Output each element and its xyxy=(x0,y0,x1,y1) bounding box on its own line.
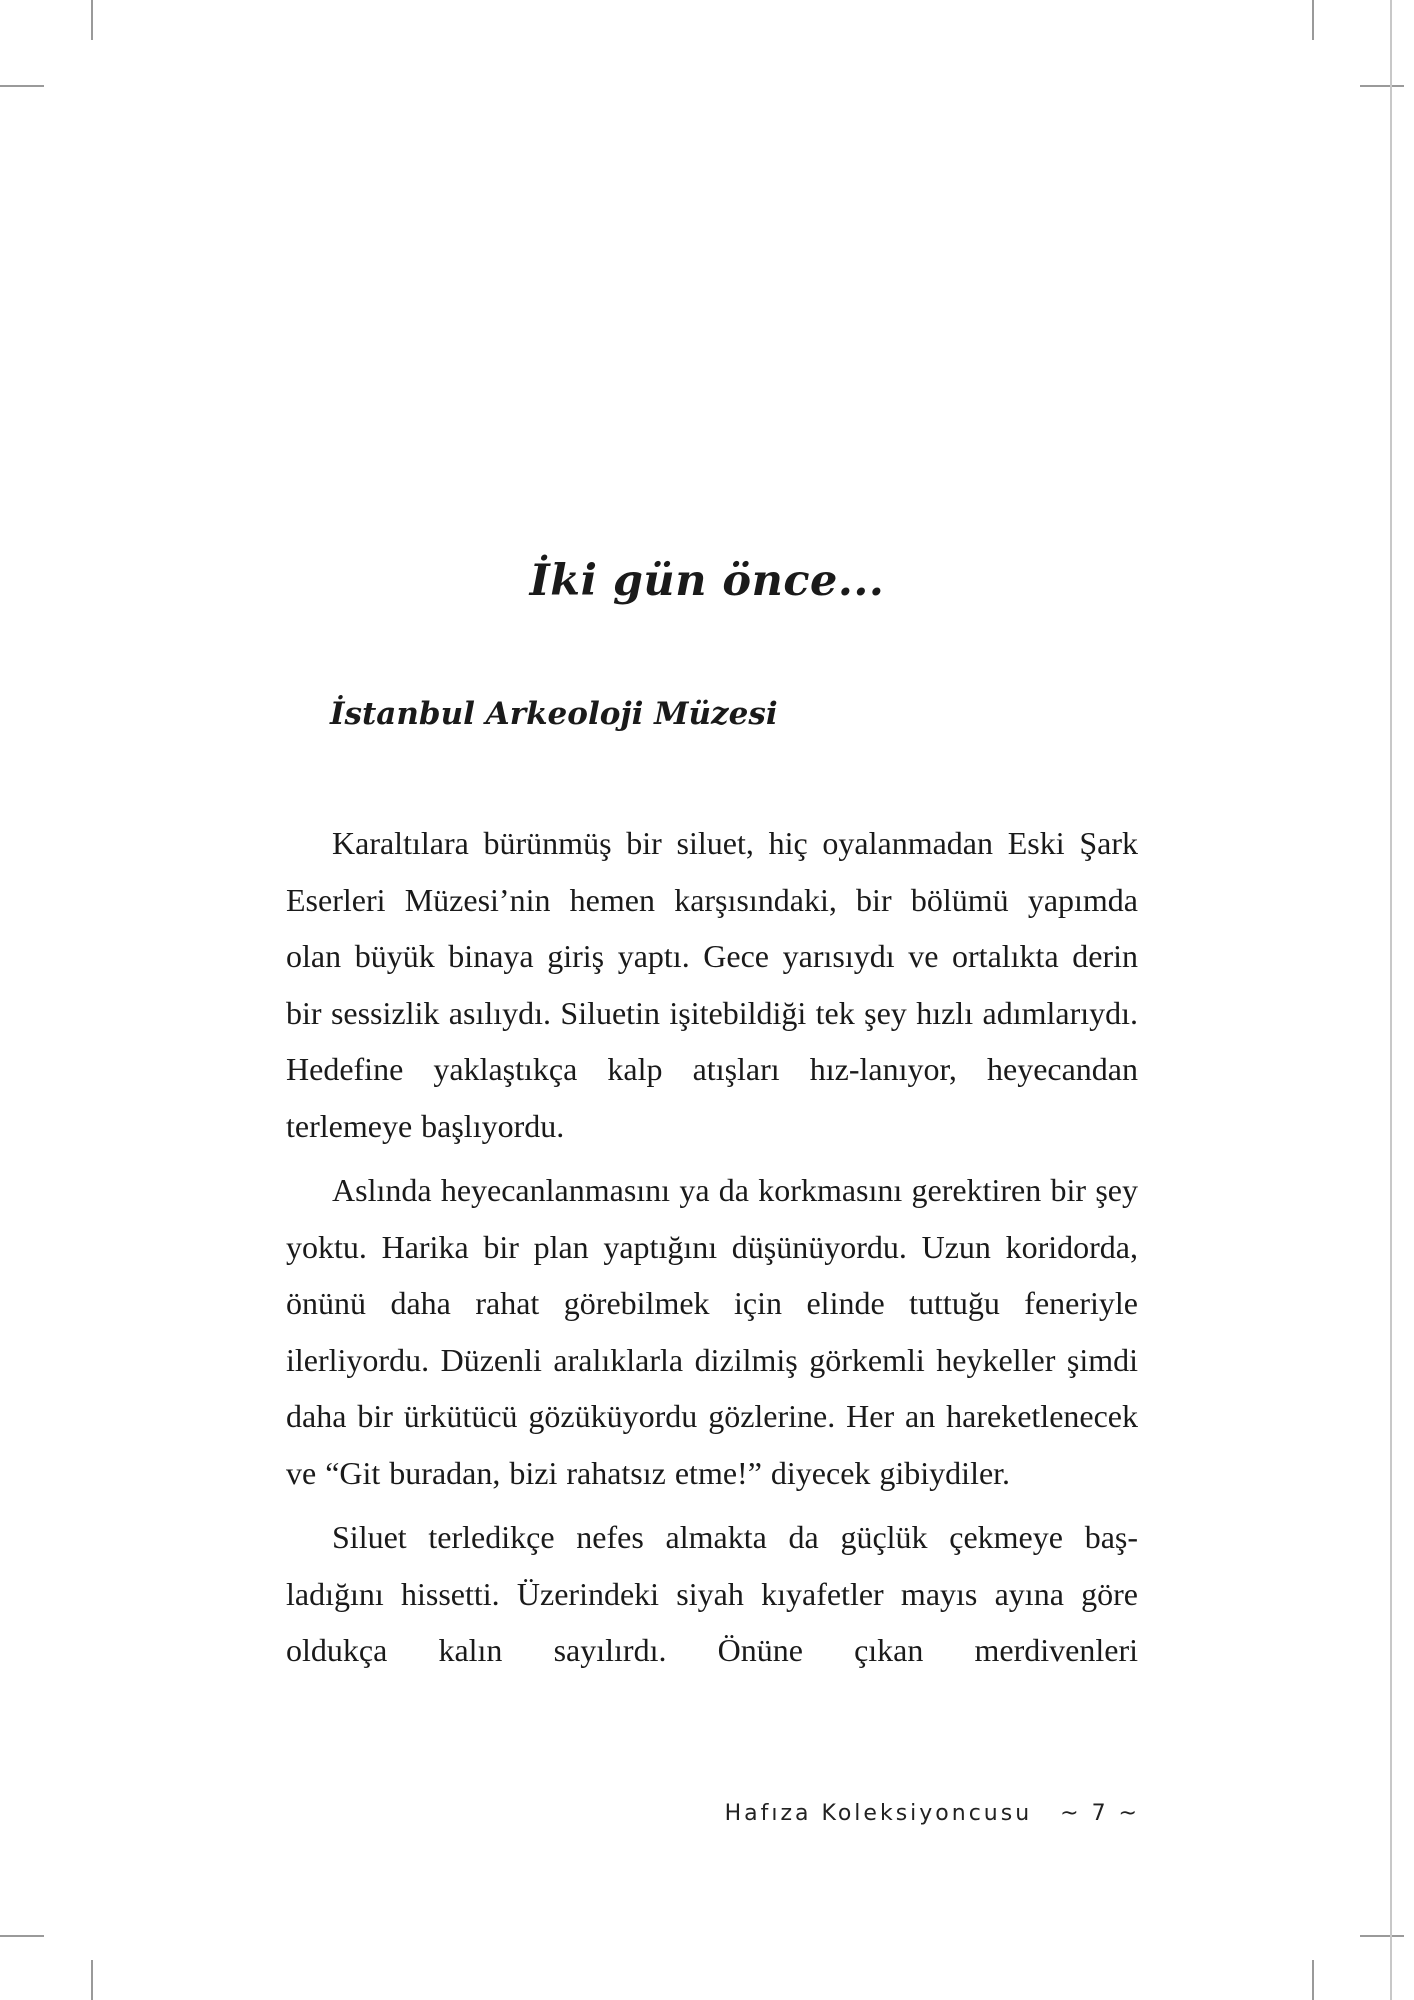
crop-mark-bottom-left-h xyxy=(0,1935,44,1937)
crop-mark-bottom-left xyxy=(91,1960,93,2000)
crop-mark-bottom-right xyxy=(1312,1960,1314,2000)
crop-mark-top-left-h xyxy=(0,85,44,87)
chapter-title: İki gün önce... xyxy=(529,556,885,606)
paragraph-1: Karaltılara bürünmüş bir siluet, hiç oyalanmadan Eski Şark Eserleri Müzesi’nin hemen karşısındaki, bir bölümü yapımda olan büyük binaya giriş yaptı. Gece yarısıydı ve ortalıkta derin bir sessizlik asılıydı. Siluetin işitebildiği tek şey hızlı adımlarıydı. Hedefine yaklaştıkça kalp atışları hız-lanıyor, heyecandan terlemeye başlıyordu. xyxy=(286,825,1138,1144)
crop-mark-top-right-h xyxy=(1360,85,1404,87)
paragraph-3: Siluet terledikçe nefes almakta da güçlük çekmeye baş-ladığını hissetti. Üzerindeki siyah kıyafetler mayıs ayına göre oldukça kalın sayılırdı. Önüne çıkan merdivenleri xyxy=(286,1519,1138,1668)
body-text xyxy=(286,815,1138,1687)
crop-mark-top-left xyxy=(91,0,93,40)
page-edge-line xyxy=(1390,0,1392,2000)
footer-book-title: Hafıza Koleksiyoncusu xyxy=(724,1801,1033,1826)
crop-mark-top-right xyxy=(1312,0,1314,40)
page-number: ~ 7 ~ xyxy=(1060,1801,1140,1826)
page-footer xyxy=(700,1801,1140,1826)
crop-mark-bottom-right-h xyxy=(1360,1935,1404,1937)
location-heading: İstanbul Arkeoloji Müzesi xyxy=(330,696,778,732)
paragraph-2: Aslında heyecanlanmasını ya da korkmasını gerektiren bir şey yoktu. Harika bir plan yaptığını düşünüyordu. Uzun koridorda, önünü daha rahat görebilmek için elinde tuttuğu feneriyle ilerliyordu. Düzenli aralıklarla dizilmiş görkemli heykeller şimdi daha bir ürkütücü gözüküyordu gözlerine. Her an hareketlenecek ve “Git buradan, bizi rahatsız etme!” diyecek gibiydiler. xyxy=(286,1172,1138,1491)
